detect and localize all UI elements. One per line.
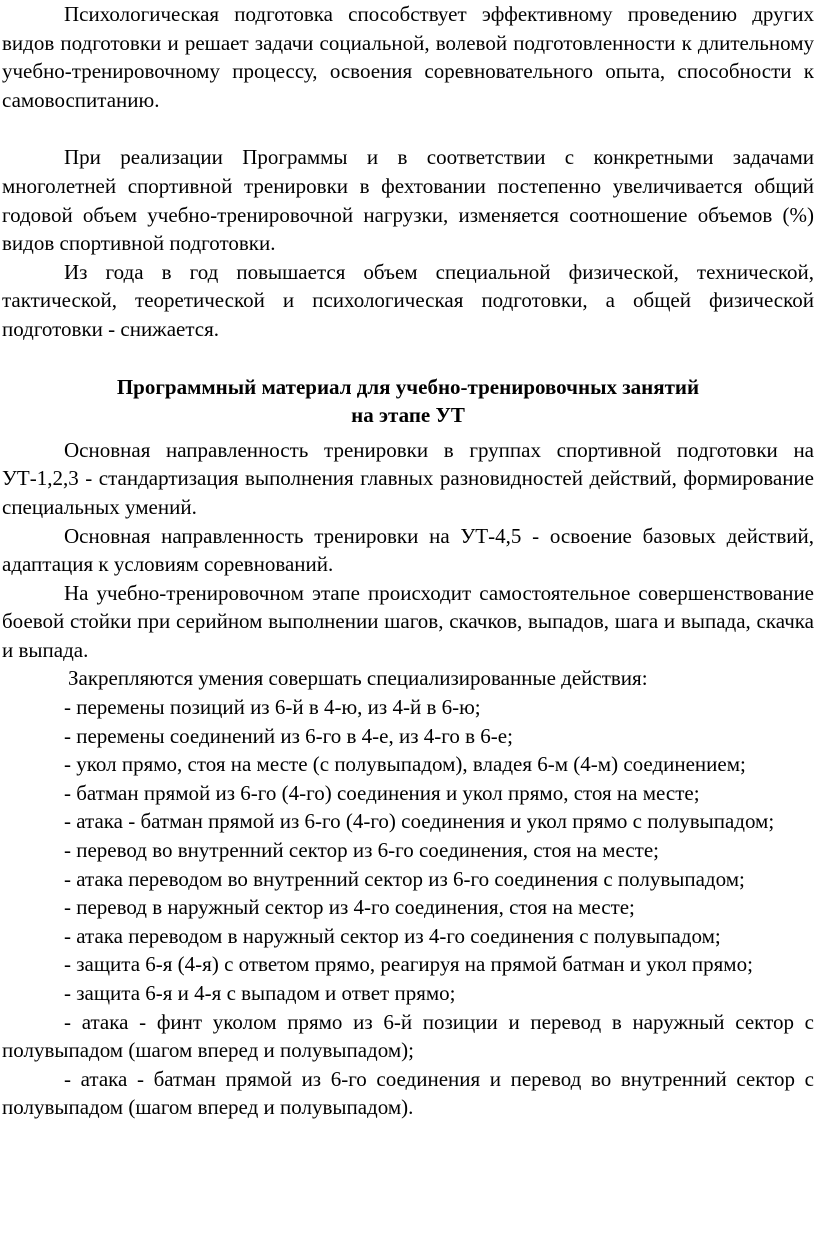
list-item: - защита 6-я (4-я) с ответом прямо, реагируя на прямой батман и укол прямо; <box>64 952 753 977</box>
list-item: - перемены позиций из 6-й в 4-ю, из 4-й в 6-ю; <box>64 695 481 720</box>
paragraph-yearly-increase: Из года в год повышается объем специальной физической, технической, тактической, теоретической и психологическая подготовки, а общей физической подготовки - снижается. <box>2 259 814 341</box>
paragraph-ut123-focus: Основная направленность тренировки в группах спортивной подготовки на УТ-1,2,3 - стандартизация выполнения главных разновидностей действий, формирование специальных умений. <box>2 437 814 519</box>
list-item: - укол прямо, стоя на месте (с полувыпадом), владея 6-м (4-м) соединением; <box>64 752 746 777</box>
list-item: - защита 6-я и 4-я с выпадом и ответ прямо; <box>64 981 456 1005</box>
section-heading-line-1: Программный материал для учебно-тренировочных занятий <box>116 374 700 399</box>
paragraph-gap <box>2 344 814 373</box>
list-item: - перемены соединений из 6-го в 4-е, из 4-го в 6-е; <box>64 723 513 748</box>
list-item: - перевод во внутренний сектор из 6-го соединения, стоя на месте; <box>64 838 660 863</box>
list-intro: Закрепляются умения совершать специализированные действия: <box>68 666 648 691</box>
paragraph-program-implementation: При реализации Программы и в соответствии с конкретными задачами многолетней спортивной тренировки в фехтовании постепенно увеличивается общий годовой объем учебно-тренировочной нагрузки, изменяется соотношение объемов (%) видов спортивной подготовки. <box>2 145 814 256</box>
paragraph-training-stage: На учебно-тренировочном этапе происходит самостоятельное совершенствование боевой стойки при серийном выполнении шагов, скачков, выпадов, шага и выпада, скачка и выпада. <box>2 580 814 662</box>
section-heading-line-2: на этапе УТ <box>351 403 465 428</box>
list-item: - атака - батман прямой из 6-го (4-го) соединения и укол прямо с полувыпадом; <box>64 809 775 834</box>
skills-list <box>2 693 814 1122</box>
list-item: - атака - финт уколом прямо из 6-й позиции и перевод в наружный сектор с полувыпадом (шагом вперед и полувыпадом); <box>2 1009 814 1063</box>
paragraph-gap <box>2 114 814 143</box>
list-item: - батман прямой из 6-го (4-го) соединения и укол прямо, стоя на месте; <box>64 780 700 805</box>
document-body <box>2 0 814 1122</box>
section-heading <box>2 373 814 430</box>
list-item: - атака переводом во внутренний сектор из 6-го соединения с полувыпадом; <box>64 866 745 891</box>
list-item: - атака - батман прямой из 6-го соединения и перевод во внутренний сектор с полувыпадом (шагом вперед и полувыпадом). <box>2 1066 814 1120</box>
paragraph-ut45-focus: Основная направленность тренировки на УТ-4,5 - освоение базовых действий, адаптация к условиям соревнований. <box>2 523 814 577</box>
paragraph-psychological-training: Психологическая подготовка способствует эффективному проведению других видов подготовки и решает задачи социальной, волевой подготовленности к длительному учебно-тренировочному процессу, освоения соревновательного опыта, способности к самовоспитанию. <box>2 2 814 112</box>
list-item: - атака переводом в наружный сектор из 4-го соединения с полувыпадом; <box>64 923 721 948</box>
list-item: - перевод в наружный сектор из 4-го соединения, стоя на месте; <box>64 895 635 920</box>
